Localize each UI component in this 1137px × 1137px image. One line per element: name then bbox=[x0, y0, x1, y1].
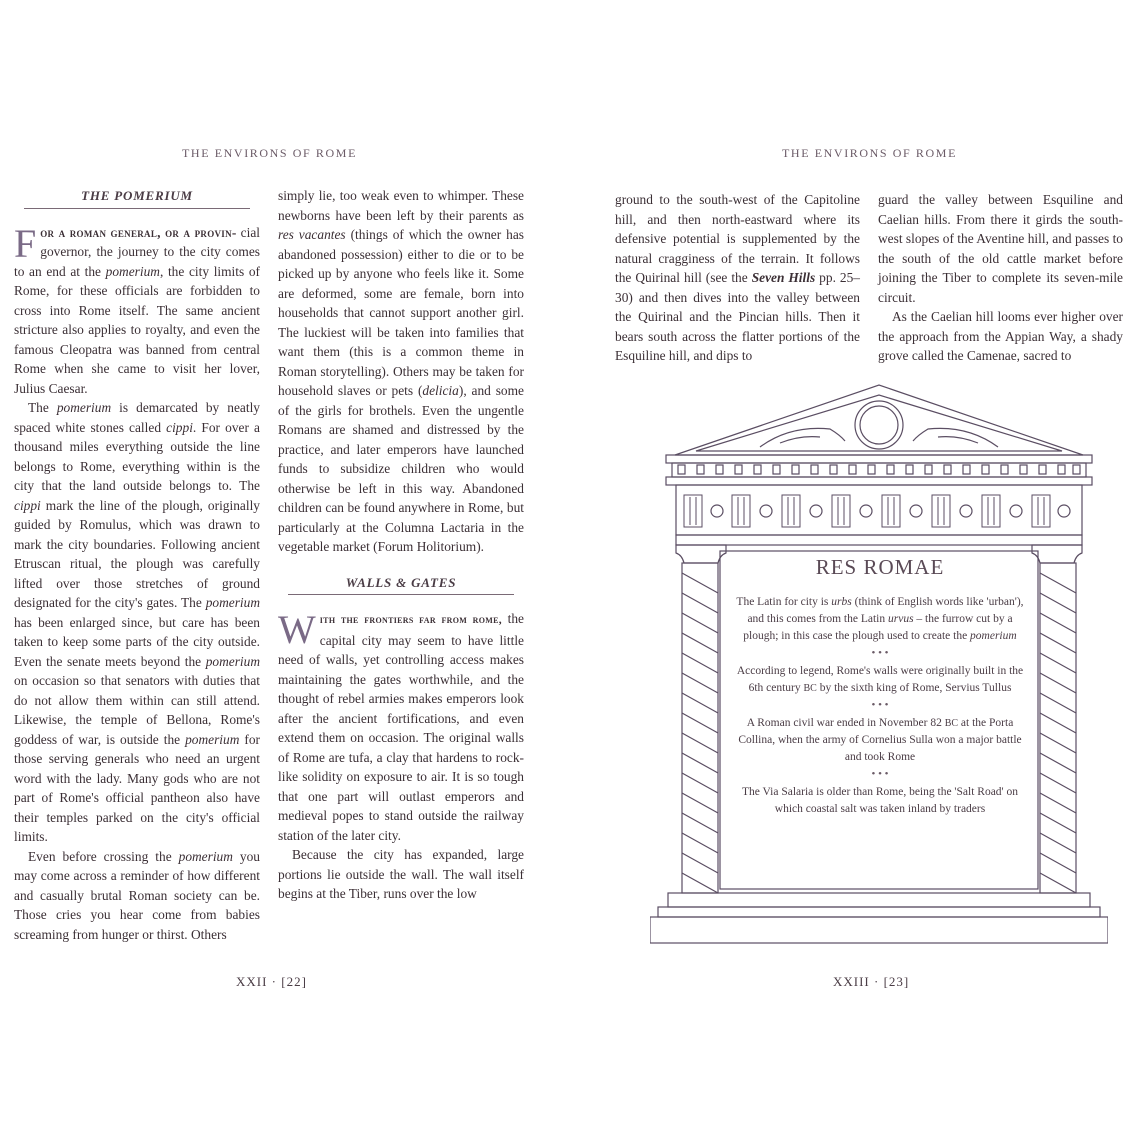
right-column-1 bbox=[615, 190, 860, 366]
fact-item: The Via Salaria is older than Rome, being the 'Salt Road' on which coastal salt was taken inland by traders bbox=[742, 786, 1018, 815]
running-head: THE ENVIRONS OF ROME bbox=[182, 146, 358, 160]
fact-item: A Roman civil war ended in November 82 BC at the Porta Collina, when the army of Cornelius Sulla won a major battle and took Rome bbox=[738, 717, 1022, 763]
separator: • • • bbox=[871, 647, 889, 659]
fact-item: According to legend, Rome's walls were originally built in the 6th century BC by the sixth king of Rome, Servius Tullus bbox=[736, 665, 1024, 694]
paragraph: Even before crossing the pomerium you may come across a reminder of how different and casually brutal Roman society can be. Those cries you hear come from babies screaming from hunger or thirst. Others bbox=[14, 848, 261, 942]
running-head: THE ENVIRONS OF ROME bbox=[782, 146, 958, 160]
section-heading-pomerium: THE POMERIUM bbox=[24, 186, 250, 209]
paragraph: guard the valley between Esquiline and Caelian hills. From there it girds the south-west slopes of the Aventine hill, and passes to the south of the old cattle market before joining the Tiber to complete its seven-mile circuit. bbox=[878, 192, 1123, 305]
page-number: XXII · [22] bbox=[236, 974, 307, 989]
paragraph: Because the city has expanded, large portions lie outside the wall. The wall itself begins at the Tiber, runs over the low bbox=[278, 847, 524, 901]
drop-cap: F bbox=[14, 220, 37, 266]
left-column-1 bbox=[14, 186, 260, 944]
rosette-icon bbox=[711, 505, 1070, 517]
res-romae-panel bbox=[735, 555, 1025, 818]
left-page bbox=[0, 0, 568, 1137]
paragraph: With the frontiers far from rome, the capital city may seem to have little need of walls, yet controlling access makes maintaining the gates worthwhile, and the thought of rebel armies makes emperors look after the ancient fortifications, and even extend them on occasion. The original walls of Rome are tufa, a clay that hardens to rock-like solidity on exposure to air. It is so tough that one part will outlast emperors and medieval popes to stand outside the railway station of the later city. bbox=[278, 607, 524, 843]
paragraph: simply lie, too weak even to whimper. These newborns have been left by their parents as res vacantes (things of which the owner has abandoned possession) either to die or to be picked up by anyone who feels like it. Some are deformed, some are female, born into households that cannot support another girl. The luckiest will be taken into families that want them (this is a common theme in Roman storytelling). Others may be taken for household slaves or pets (delicia), and some of the girls for brothels. Even the ungentle Romans are shamed and distressed by the practice, and later emperors have launched funds to subsidize children who would otherwise be left in this way. Abandoned children can be found anywhere in Rome, but particularly at the Columna Lactaria in the vegetable market (Forum Holitorium). bbox=[278, 188, 524, 554]
paragraph: The pomerium is demarcated by neatly spaced white stones called cippi. For over a thousand miles everything outside the line belongs to Rome, everything within is the city that the land outside belongs to. The cippi mark the line of the plough, originally guided by Romulus, which was drawn to mark the city boundaries. Following ancient Etruscan ritual, the plough was carefully lifted over those stretches of ground designated for the city's gates. The pomerium has been enlarged since, but care has been taken to keep some parts of the city outside. Even the senate meets beyond the pomerium on occasion so that senators with duties that do not allow them within can still attend. Likewise, the temple of Bellona, Rome's goddess of war, is outside the pomerium for those serving generals who need an urgent word with the lady. Many gods who are not part of Rome's official pantheon also have their temples parked on the city's official limits. bbox=[14, 400, 260, 844]
fact-item: The Latin for city is urbs (think of English words like 'urban'), and this comes from the Latin urvus – the furrow cut by a plough; in this case the plough used to create the pomerium bbox=[736, 596, 1024, 642]
paragraph: As the Caelian hill looms ever higher over the approach from the Appian Way, a shady grove called the Camenae, sacred to bbox=[878, 309, 1123, 363]
panel-title: RES ROMAE bbox=[815, 555, 945, 579]
drop-cap: W bbox=[278, 607, 316, 652]
separator: • • • bbox=[871, 699, 889, 711]
left-column-2 bbox=[278, 186, 524, 904]
paragraph: ground to the south-west of the Capitoline hill, and then north-eastward where its defensive potential is supplemented by the natural cragginess of the terrain. It follows the Quirinal hill (see the Seven Hills pp. 25–30) and then dives into the valley between the Quirinal and the Pincian hills. Then it bears south across the flatter portions of the Esquiline hill, and dips to bbox=[615, 192, 860, 363]
separator: • • • bbox=[871, 768, 889, 780]
section-heading-walls-gates: WALLS & GATES bbox=[288, 573, 514, 596]
right-column-2 bbox=[878, 190, 1123, 366]
page-number: XXIII · [23] bbox=[833, 974, 910, 989]
paragraph: For a roman general, or a provin- cial governor, the journey to the city comes to an end at the pomerium, the city limits of Rome, for these officials are forbidden to cross into Rome itself. The same ancient stricture also applies to royalty, and even the famous Cleopatra was banned from central Rome when she came to visit her lover, Julius Caesar. bbox=[14, 220, 261, 396]
